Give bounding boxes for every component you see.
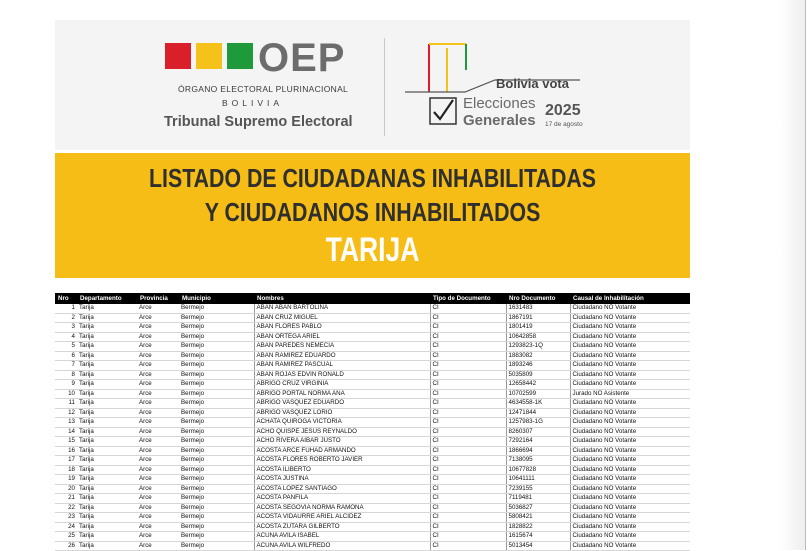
table-cell: Jurado NO Asistente	[570, 389, 690, 399]
table-cell: ABRIGO VASQUEZ EDUARDO	[254, 399, 430, 409]
table-cell: Tarija	[77, 399, 137, 409]
table-cell: 14	[55, 427, 77, 437]
table-cell: ABAN ORTEGA ARIEL	[254, 332, 430, 342]
table-cell: Bermejo	[179, 522, 254, 532]
header-strip	[55, 20, 690, 150]
table-cell: ACUÑA AVILA ISABEL	[254, 532, 430, 542]
table-cell: Bermejo	[179, 427, 254, 437]
table-cell: Tarija	[77, 446, 137, 456]
oep-wordmark: OEP	[258, 36, 346, 80]
table-cell: Bermejo	[179, 456, 254, 466]
table-cell: Ciudadano NO Votante	[570, 313, 690, 323]
table-cell: Arce	[137, 475, 179, 485]
table-cell: Arce	[137, 342, 179, 352]
table-cell: CI	[430, 427, 506, 437]
table-cell: Arce	[137, 361, 179, 371]
table-cell: CI	[430, 484, 506, 494]
table-cell: 1893246	[506, 361, 570, 371]
table-cell: Ciudadano NO Votante	[570, 304, 690, 313]
table-cell: 24	[55, 522, 77, 532]
table-cell: Arce	[137, 427, 179, 437]
bolivia-text: BOLIVIA	[222, 98, 284, 108]
table-cell: Bermejo	[179, 351, 254, 361]
table-cell: ACUÑA AVILA WILFREDO	[254, 541, 430, 551]
table-row	[55, 437, 690, 447]
table-cell: CI	[430, 437, 506, 447]
table-cell: ABAN FLORES PABLO	[254, 323, 430, 333]
organo-electoral-text: ÓRGANO ELECTORAL PLURINACIONAL	[178, 84, 349, 94]
table-cell: CI	[430, 475, 506, 485]
table-cell: Arce	[137, 323, 179, 333]
table-cell: 10641111	[506, 475, 570, 485]
table-cell: Bermejo	[179, 370, 254, 380]
table-row	[55, 418, 690, 428]
table-cell: Tarija	[77, 522, 137, 532]
table-row	[55, 389, 690, 399]
table-cell: Ciudadano NO Votante	[570, 418, 690, 428]
table-cell: Tarija	[77, 408, 137, 418]
table-cell: Ciudadano NO Votante	[570, 484, 690, 494]
table-cell: ACHATA QUIROGA VICTORIA	[254, 418, 430, 428]
table-cell: Ciudadano NO Votante	[570, 370, 690, 380]
title-line-2: Y CIUDADANOS INHABILITADOS	[204, 197, 541, 227]
table-cell: Arce	[137, 484, 179, 494]
table-cell: Ciudadano NO Votante	[570, 427, 690, 437]
table-cell: 10702599	[506, 389, 570, 399]
table-cell: 4	[55, 332, 77, 342]
table-cell: Tarija	[77, 465, 137, 475]
table-cell: 23	[55, 513, 77, 523]
table-cell: 6	[55, 351, 77, 361]
table-cell: Arce	[137, 503, 179, 513]
table-cell: Ciudadano NO Votante	[570, 475, 690, 485]
table-cell: Ciudadano NO Votante	[570, 399, 690, 409]
table-cell: Arce	[137, 532, 179, 542]
table-cell: 5035809	[506, 370, 570, 380]
table-cell: 8	[55, 370, 77, 380]
table-cell: 8260307	[506, 427, 570, 437]
table-cell: 1615674	[506, 532, 570, 542]
elecciones-text: Elecciones	[463, 95, 536, 112]
table-cell: 4634558-1K	[506, 399, 570, 409]
table-cell: ACOSTA JUSTINA	[254, 475, 430, 485]
table-cell: Tarija	[77, 541, 137, 551]
table-cell: 7138095	[506, 456, 570, 466]
table-cell: Bermejo	[179, 494, 254, 504]
table-cell: 18	[55, 465, 77, 475]
table-cell: 7119481	[506, 494, 570, 504]
table-cell: CI	[430, 389, 506, 399]
table-row	[55, 456, 690, 466]
table-cell: Tarija	[77, 475, 137, 485]
year-text: 2025	[545, 102, 581, 119]
table-header-row	[55, 293, 690, 304]
table-cell: CI	[430, 332, 506, 342]
table-cell: ABAN ABAN BARTOLINA	[254, 304, 430, 313]
table-cell: Tarija	[77, 503, 137, 513]
green-square-icon	[227, 43, 253, 69]
table-cell: Bermejo	[179, 389, 254, 399]
table-cell: CI	[430, 503, 506, 513]
table-row	[55, 446, 690, 456]
election-date-text: 17 de agosto	[545, 121, 583, 128]
table-cell: ABAN CRUZ MIGUEL	[254, 313, 430, 323]
table-cell: Ciudadano NO Votante	[570, 437, 690, 447]
table-row	[55, 532, 690, 542]
table-cell: Bermejo	[179, 418, 254, 428]
table-cell: Arce	[137, 446, 179, 456]
table-cell: Arce	[137, 522, 179, 532]
table-cell: 13	[55, 418, 77, 428]
table-cell: ACHO RIVERA AIBAR JUSTO	[254, 437, 430, 447]
table-cell: ACOSTA PANFILA	[254, 494, 430, 504]
bolivia-vota-text: Bolivia vota	[496, 76, 569, 91]
table-row	[55, 465, 690, 475]
table-row	[55, 541, 690, 551]
table-cell: Ciudadano NO Votante	[570, 323, 690, 333]
table-cell: Ciudadano NO Votante	[570, 465, 690, 475]
table-cell: Tarija	[77, 370, 137, 380]
table-cell: Arce	[137, 408, 179, 418]
table-cell: 5808421	[506, 513, 570, 523]
column-header: Provincia	[137, 293, 179, 304]
table-cell: CI	[430, 323, 506, 333]
table-cell: 7	[55, 361, 77, 371]
table-row	[55, 503, 690, 513]
table-cell: Arce	[137, 313, 179, 323]
table-cell: CI	[430, 304, 506, 313]
table-cell: 25	[55, 532, 77, 542]
table-row	[55, 361, 690, 371]
table-cell: Bermejo	[179, 399, 254, 409]
table-cell: 11	[55, 399, 77, 409]
table-row	[55, 351, 690, 361]
table-cell: CI	[430, 456, 506, 466]
table-row	[55, 408, 690, 418]
table-cell: CI	[430, 370, 506, 380]
table-cell: Bermejo	[179, 475, 254, 485]
table-cell: Bermejo	[179, 503, 254, 513]
table-cell: 1866694	[506, 446, 570, 456]
table-row	[55, 342, 690, 352]
table-cell: Tarija	[77, 532, 137, 542]
table-cell: CI	[430, 532, 506, 542]
table-cell: Arce	[137, 494, 179, 504]
table-cell: ABAN PAREDES NEMECIA	[254, 342, 430, 352]
table-row	[55, 399, 690, 409]
column-header: Municipio	[179, 293, 254, 304]
table-cell: CI	[430, 465, 506, 475]
department-title: TARIJA	[325, 231, 420, 269]
table-cell: Tarija	[77, 513, 137, 523]
table-cell: Ciudadano NO Votante	[570, 408, 690, 418]
table-cell: Tarija	[77, 484, 137, 494]
table-cell: 1293823-1Q	[506, 342, 570, 352]
table-cell: Tarija	[77, 456, 137, 466]
table-cell: Ciudadano NO Votante	[570, 494, 690, 504]
table-cell: 1883082	[506, 351, 570, 361]
table-cell: Arce	[137, 418, 179, 428]
table-cell: Arce	[137, 399, 179, 409]
table-cell: Tarija	[77, 361, 137, 371]
table-cell: Bermejo	[179, 465, 254, 475]
table-cell: ACOSTA LOPEZ SANTIAGO	[254, 484, 430, 494]
table-cell: CI	[430, 351, 506, 361]
table-cell: 1867191	[506, 313, 570, 323]
table-cell: CI	[430, 446, 506, 456]
table-cell: 3	[55, 323, 77, 333]
table-cell: Arce	[137, 456, 179, 466]
table-cell: Ciudadano NO Votante	[570, 351, 690, 361]
table-cell: Ciudadano NO Votante	[570, 332, 690, 342]
table-cell: Ciudadano NO Votante	[570, 361, 690, 371]
table-row	[55, 370, 690, 380]
table-cell: Arce	[137, 370, 179, 380]
table-cell: Arce	[137, 541, 179, 551]
table-cell: Tarija	[77, 494, 137, 504]
table-cell: 17	[55, 456, 77, 466]
table-cell: ACOSTA FLORES ROBERTO JAVIER	[254, 456, 430, 466]
table-row	[55, 513, 690, 523]
table-cell: Tarija	[77, 342, 137, 352]
table-cell: Bermejo	[179, 361, 254, 371]
generales-text: Generales	[463, 112, 536, 129]
table-cell: Ciudadano NO Votante	[570, 513, 690, 523]
table-cell: Tarija	[77, 313, 137, 323]
table-cell: 1257983-1G	[506, 418, 570, 428]
table-cell: CI	[430, 418, 506, 428]
table-cell: Bermejo	[179, 380, 254, 390]
table-cell: Bermejo	[179, 323, 254, 333]
table-row	[55, 475, 690, 485]
table-cell: 10677828	[506, 465, 570, 475]
table-cell: 5036827	[506, 503, 570, 513]
table-cell: 12	[55, 408, 77, 418]
table-cell: Tarija	[77, 418, 137, 428]
table-cell: 1801419	[506, 323, 570, 333]
table-cell: Bermejo	[179, 313, 254, 323]
table-cell: 21	[55, 494, 77, 504]
table-cell: 1	[55, 304, 77, 313]
table-cell: 20	[55, 484, 77, 494]
table-cell: ACOSTA SEGOVIA NORMA RAMONA	[254, 503, 430, 513]
table-cell: Ciudadano NO Votante	[570, 503, 690, 513]
table-cell: Arce	[137, 513, 179, 523]
page-edge-shadow	[780, 0, 805, 550]
table-cell: Bermejo	[179, 541, 254, 551]
table-cell: CI	[430, 522, 506, 532]
yellow-square-icon	[196, 43, 222, 69]
table-cell: Ciudadano NO Votante	[570, 446, 690, 456]
table-cell: CI	[430, 399, 506, 409]
table-cell: Bermejo	[179, 437, 254, 447]
table-cell: 2	[55, 313, 77, 323]
red-square-icon	[165, 43, 191, 69]
table-cell: 10	[55, 389, 77, 399]
table-cell: CI	[430, 361, 506, 371]
title-banner	[55, 153, 690, 278]
table-cell: CI	[430, 380, 506, 390]
table-row	[55, 313, 690, 323]
table-cell: ABRIGO CRUZ VIRGINIA	[254, 380, 430, 390]
table-cell: Ciudadano NO Votante	[570, 380, 690, 390]
inhabilitados-table	[55, 293, 690, 551]
table-cell: Bermejo	[179, 513, 254, 523]
table-cell: CI	[430, 513, 506, 523]
column-header: Tipo de Documento	[430, 293, 506, 304]
table-cell: Arce	[137, 389, 179, 399]
table-cell: Tarija	[77, 389, 137, 399]
table-cell: 1828822	[506, 522, 570, 532]
oep-logo	[160, 36, 365, 140]
table-cell: ACHO QUISPE JESUS REYNALDO	[254, 427, 430, 437]
table-cell: 7239155	[506, 484, 570, 494]
table-cell: 1631483	[506, 304, 570, 313]
table-cell: ABRIGO PORTAL NORMA ANA	[254, 389, 430, 399]
table-cell: Bermejo	[179, 342, 254, 352]
table-cell: Tarija	[77, 351, 137, 361]
table-cell: 5013454	[506, 541, 570, 551]
table-cell: CI	[430, 313, 506, 323]
column-header: Nombres	[254, 293, 430, 304]
table-cell: Tarija	[77, 380, 137, 390]
column-header: Causal de Inhabilitación	[570, 293, 690, 304]
table-cell: Ciudadano NO Votante	[570, 532, 690, 542]
table-cell: ACOSTA VIDAURRE ARIEL ALCIDEZ	[254, 513, 430, 523]
table-cell: Bermejo	[179, 532, 254, 542]
table-cell: 9	[55, 380, 77, 390]
column-header: Departamento	[77, 293, 137, 304]
table-cell: 10642858	[506, 332, 570, 342]
table-cell: 7292164	[506, 437, 570, 447]
logo-divider	[384, 38, 385, 136]
table-cell: ABAN ROJAS EDVIN RONALD	[254, 370, 430, 380]
table-cell: CI	[430, 541, 506, 551]
table-cell: Arce	[137, 465, 179, 475]
table-cell: Tarija	[77, 437, 137, 447]
table-cell: 5	[55, 342, 77, 352]
table-row	[55, 332, 690, 342]
table-cell: Tarija	[77, 323, 137, 333]
tribunal-text: Tribunal Supremo Electoral	[164, 114, 353, 130]
table-cell: ABRIGO VASQUEZ LORIO	[254, 408, 430, 418]
table-cell: Tarija	[77, 332, 137, 342]
table-cell: ABAN RAMIREZ PASCUAL	[254, 361, 430, 371]
table-cell: 12471844	[506, 408, 570, 418]
table-cell: CI	[430, 494, 506, 504]
page-edge-line	[805, 0, 806, 550]
column-header: Nro Documento	[506, 293, 570, 304]
table-cell: 16	[55, 446, 77, 456]
table-cell: Arce	[137, 437, 179, 447]
table-row	[55, 304, 690, 313]
table-cell: 22	[55, 503, 77, 513]
table-cell: Arce	[137, 380, 179, 390]
table-cell: 19	[55, 475, 77, 485]
table-cell: Tarija	[77, 427, 137, 437]
table-cell: ACOSTA ILIBERTO	[254, 465, 430, 475]
title-line-1: LISTADO DE CIUDADANAS INHABILITADAS	[149, 163, 596, 193]
table-cell: Bermejo	[179, 332, 254, 342]
table-cell: 12658442	[506, 380, 570, 390]
table-cell: Bermejo	[179, 408, 254, 418]
table-cell: 15	[55, 437, 77, 447]
table-cell: ACOSTA ARCE FUHAD ARMANDO	[254, 446, 430, 456]
table-cell: Ciudadano NO Votante	[570, 522, 690, 532]
table-cell: Bermejo	[179, 446, 254, 456]
table-cell: Arce	[137, 332, 179, 342]
table-cell: CI	[430, 342, 506, 352]
table-cell: Arce	[137, 351, 179, 361]
table-cell: ACOSTA ZUTARA GILBERTO	[254, 522, 430, 532]
table-cell: ABAN RAMIREZ EDUARDO	[254, 351, 430, 361]
table-cell: Bermejo	[179, 304, 254, 313]
table-cell: Bermejo	[179, 484, 254, 494]
table-row	[55, 323, 690, 333]
table-cell: CI	[430, 408, 506, 418]
table-row	[55, 484, 690, 494]
table-row	[55, 494, 690, 504]
table-cell: Arce	[137, 304, 179, 313]
table-cell: Tarija	[77, 304, 137, 313]
table-cell: Ciudadano NO Votante	[570, 456, 690, 466]
table-cell: Ciudadano NO Votante	[570, 342, 690, 352]
table-cell: 26	[55, 541, 77, 551]
table-row	[55, 380, 690, 390]
table-row	[55, 522, 690, 532]
table-cell: Ciudadano NO Votante	[570, 541, 690, 551]
elecciones-logo	[400, 40, 590, 135]
table-row	[55, 427, 690, 437]
column-header: Nro	[55, 293, 77, 304]
